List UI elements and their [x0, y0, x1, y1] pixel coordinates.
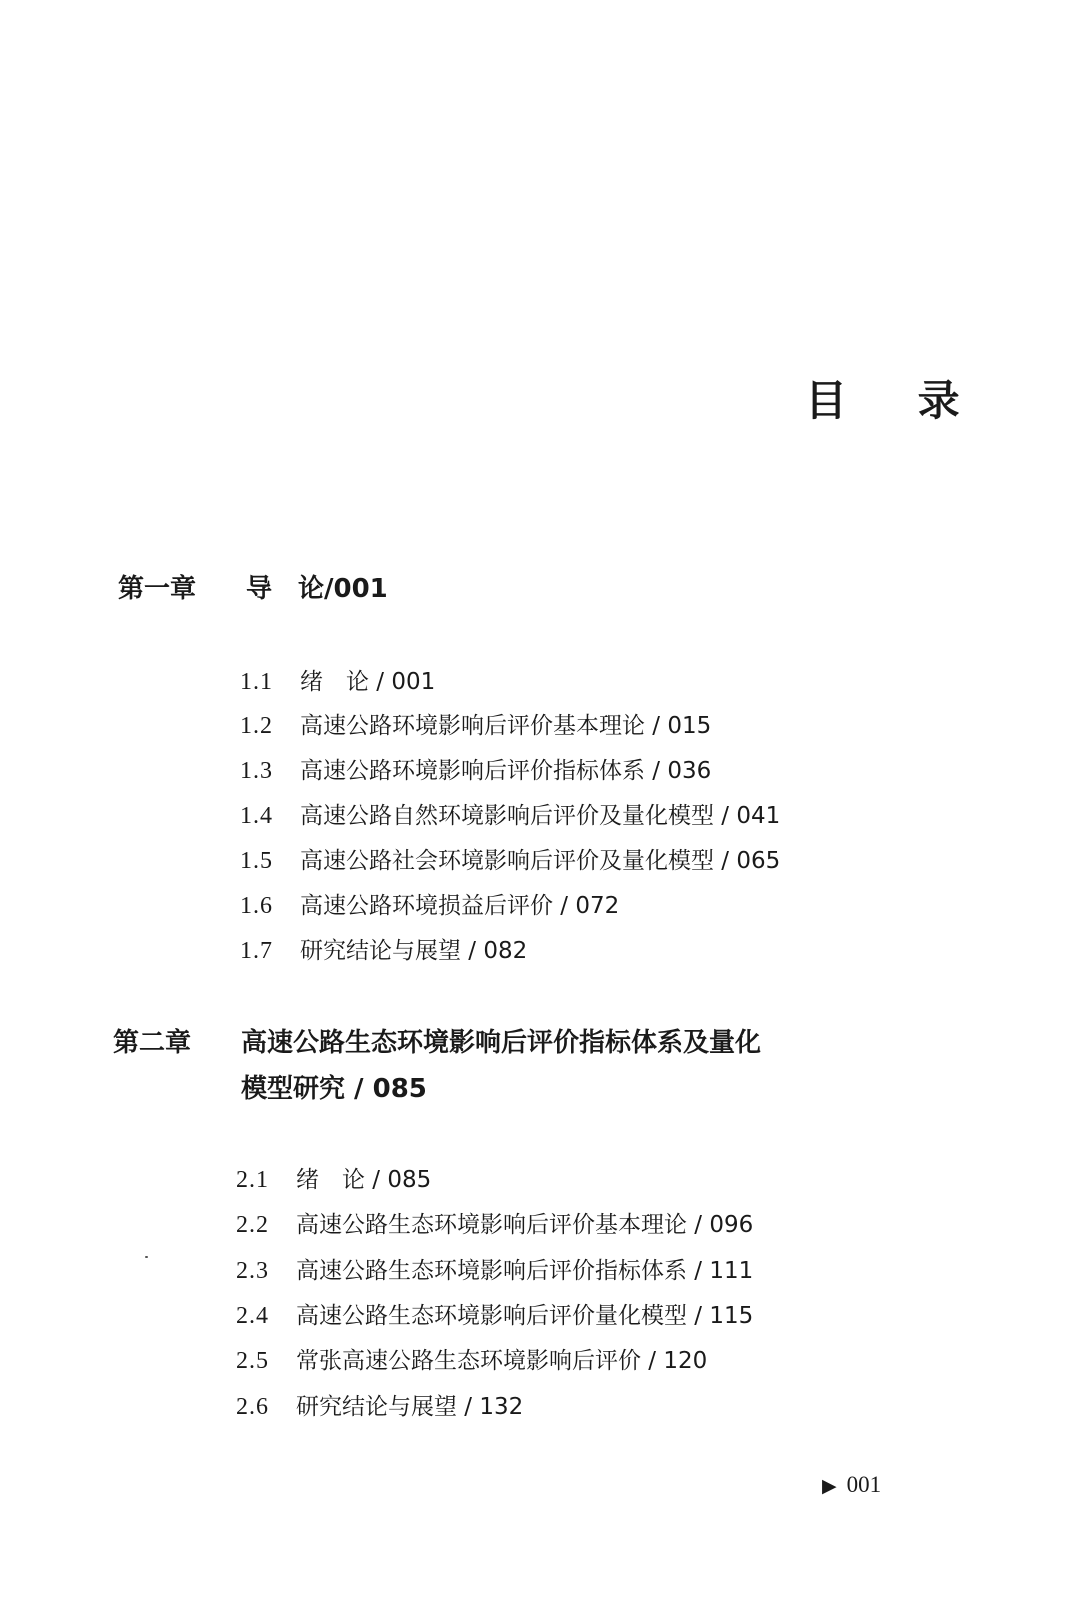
toc-entry-2-5[interactable]: [236, 1346, 936, 1376]
section-number: 1.4: [240, 803, 273, 829]
toc-entry-1-1[interactable]: [240, 667, 940, 697]
page-footer: [822, 1472, 881, 1498]
section-number: 2.4: [236, 1303, 269, 1329]
chapter-2-label: 第二章: [113, 1028, 192, 1058]
chapter-2-title-line-1: 高速公路生态环境影响后评价指标体系及量化: [241, 1028, 762, 1058]
section-title: 高速公路社会环境影响后评价及量化模型 / 065: [300, 848, 781, 874]
page-number: 001: [846, 1472, 882, 1497]
section-number: 2.3: [236, 1258, 269, 1284]
toc-entry-2-1[interactable]: [236, 1165, 936, 1195]
section-title: 高速公路环境影响后评价基本理论 / 015: [300, 713, 712, 739]
section-title: 高速公路自然环境影响后评价及量化模型 / 041: [300, 803, 781, 829]
toc-entry-1-3[interactable]: [240, 756, 940, 786]
toc-entry-1-2[interactable]: [240, 711, 940, 741]
section-number: 2.1: [236, 1167, 269, 1193]
toc-entry-1-5[interactable]: [240, 846, 940, 876]
section-number: 2.5: [236, 1348, 269, 1374]
section-title: 高速公路环境损益后评价 / 072: [300, 893, 620, 919]
section-title: 绪 论 / 085: [296, 1167, 432, 1193]
section-title: 高速公路生态环境影响后评价量化模型 / 115: [296, 1303, 754, 1329]
section-title: 绪 论 / 001: [300, 669, 436, 695]
section-number: 1.6: [240, 893, 273, 919]
toc-entry-1-6[interactable]: [240, 891, 940, 921]
chapter-2-title-line-2: 模型研究 / 085: [241, 1074, 427, 1104]
section-number: 2.2: [236, 1212, 269, 1238]
section-title: 高速公路生态环境影响后评价基本理论 / 096: [296, 1212, 754, 1238]
toc-entry-1-4[interactable]: [240, 801, 940, 831]
toc-entry-1-7[interactable]: [240, 936, 940, 966]
chapter-2-heading[interactable]: [113, 1020, 833, 1112]
chapter-1-title: 导 论/001: [246, 574, 388, 604]
section-number: 1.3: [240, 758, 273, 784]
section-number: 1.7: [240, 938, 273, 964]
section-number: 2.6: [236, 1394, 269, 1420]
toc-title: 目 录: [805, 376, 988, 425]
section-title: 常张高速公路生态环境影响后评价 / 120: [296, 1348, 708, 1374]
section-title: 研究结论与展望 / 082: [300, 938, 528, 964]
chapter-1-label: 第一章: [118, 574, 197, 604]
section-number: 1.5: [240, 848, 273, 874]
toc-entry-2-3[interactable]: [236, 1256, 936, 1286]
toc-entry-2-2[interactable]: [236, 1210, 936, 1240]
toc-entry-2-4[interactable]: [236, 1301, 936, 1331]
toc-entry-2-6[interactable]: [236, 1392, 936, 1422]
print-speck: [145, 1256, 148, 1258]
section-number: 1.1: [240, 669, 273, 695]
section-number: 1.2: [240, 713, 273, 739]
section-title: 研究结论与展望 / 132: [296, 1394, 524, 1420]
section-title: 高速公路环境影响后评价指标体系 / 036: [300, 758, 712, 784]
play-arrow-icon: ▶: [822, 1475, 837, 1497]
chapter-1-heading[interactable]: [118, 566, 818, 612]
section-title: 高速公路生态环境影响后评价指标体系 / 111: [296, 1258, 754, 1284]
